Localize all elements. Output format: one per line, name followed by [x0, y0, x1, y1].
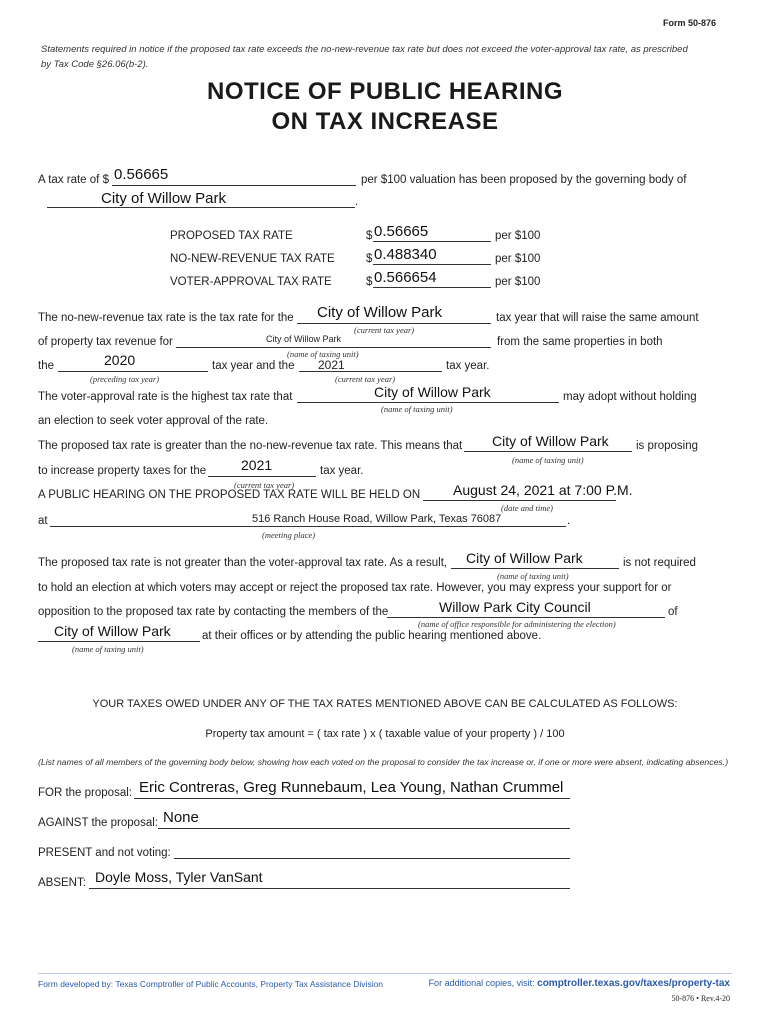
- hearing-end: .: [567, 515, 571, 527]
- votes-against-line: [158, 828, 570, 829]
- rate-label-proposed: PROPOSED TAX RATE: [170, 230, 293, 242]
- statement-line-2: by Tax Code §26.06(b-2).: [41, 59, 149, 70]
- footer-revision: 50-876 • Rev.4-20: [671, 994, 730, 1003]
- votes-for-label: FOR the proposal:: [38, 787, 132, 799]
- p4-text-d: tax year.: [320, 465, 364, 477]
- p3-caption-taxing-unit: (name of taxing unit): [381, 404, 453, 414]
- p5-caption-taxing-unit-2: (name of taxing unit): [72, 644, 144, 654]
- p2-entity-small[interactable]: City of Willow Park: [266, 334, 342, 344]
- p4-year-line: [208, 476, 316, 477]
- p3-text-b: may adopt without holding: [563, 391, 697, 403]
- p1-governing-body[interactable]: City of Willow Park: [101, 190, 227, 207]
- rate-dollar-proposed: $: [366, 230, 373, 242]
- rate-label-voter-approval: VOTER-APPROVAL TAX RATE: [170, 276, 332, 288]
- p5-caption-taxing-unit: (name of taxing unit): [497, 571, 569, 581]
- p4-text-b: is proposing: [636, 440, 699, 452]
- p4-year[interactable]: 2021: [241, 457, 273, 473]
- footer-left: Form developed by: Texas Comptroller of Public Accounts, Property Tax Assistance Division: [38, 979, 384, 989]
- p2-text-a: The no-new-revenue tax rate is the tax rate for the: [38, 312, 294, 324]
- rate-label-no-new-revenue: NO-NEW-REVENUE TAX RATE: [170, 253, 335, 265]
- p1-body-line: [47, 207, 355, 208]
- rate-value-proposed[interactable]: 0.56665: [374, 223, 429, 240]
- p2-entity[interactable]: City of Willow Park: [317, 304, 443, 321]
- p2-entity-small-line: [176, 347, 491, 348]
- p3-text-a: The voter-approval rate is the highest tax rate that: [38, 391, 293, 403]
- p1-rate-line: [112, 185, 356, 186]
- votes-for-line: [134, 798, 570, 799]
- p2-prev-year[interactable]: 2020: [104, 352, 136, 368]
- rate-per-proposed: per $100: [495, 230, 541, 242]
- p5-entity2[interactable]: City of Willow Park: [54, 623, 171, 639]
- p5-text-c: to hold an election at which voters may accept or reject the proposed tax rate. However, you may express your support for or: [38, 582, 672, 594]
- hearing-datetime-line: [423, 500, 616, 501]
- p1-end: .: [355, 196, 359, 208]
- p5-text-e: of: [668, 606, 678, 618]
- calc-heading: YOUR TAXES OWED UNDER ANY OF THE TAX RATES MENTIONED ABOVE CAN BE CALCULATED AS FOLLOWS:: [92, 698, 678, 710]
- rate-line-no-new-revenue: [373, 264, 491, 265]
- p4-caption-current-year: (current tax year): [234, 480, 295, 490]
- p5-text-a: The proposed tax rate is not greater than the voter-approval tax rate. As a result,: [38, 557, 448, 569]
- p5-office[interactable]: Willow Park City Council: [439, 599, 591, 615]
- p1-suffix: per $100 valuation has been proposed by the governing body of: [361, 174, 687, 186]
- p2-text-b: tax year that will raise the same amount: [496, 312, 699, 324]
- votes-present-line: [174, 858, 570, 859]
- p3-text-c: an election to seek voter approval of the rate.: [38, 415, 269, 427]
- p2-text-g: tax year.: [446, 360, 490, 372]
- p2-text-e: the: [38, 360, 54, 372]
- hearing-datetime[interactable]: August 24, 2021 at 7:00 P.M.: [453, 482, 633, 498]
- votes-note: (List names of all members of the governing body below, showing how each voted on the proposal to consider the tax increase or, if one or more were absent, indicating absences.): [38, 757, 729, 767]
- calc-formula: Property tax amount = ( tax rate ) x ( taxable value of your property ) / 100: [205, 728, 565, 740]
- p4-text-c: to increase property taxes for the: [38, 465, 207, 477]
- p2-caption-preceding-year: (preceding tax year): [90, 374, 160, 384]
- p5-office-line: [387, 617, 665, 618]
- form-number: Form 50-876: [662, 18, 716, 28]
- hearing-place[interactable]: 516 Ranch House Road, Willow Park, Texas 76087: [252, 513, 502, 525]
- statement-line-1: Statements required in notice if the proposed tax rate exceeds the no-new-revenue tax rate but does not exceed the voter-approval tax rate, as prescribed: [41, 44, 688, 55]
- p2-prev-year-line: [58, 371, 208, 372]
- p2-caption-current-year-2: (current tax year): [335, 374, 396, 384]
- p1-prefix: A tax rate of $: [38, 174, 109, 186]
- p1-rate-value[interactable]: 0.56665: [114, 166, 169, 183]
- page-title-line-2: ON TAX INCREASE: [271, 108, 499, 135]
- hearing-caption-datetime: (date and time): [501, 503, 553, 513]
- p4-caption-taxing-unit: (name of taxing unit): [512, 455, 584, 465]
- p5-entity-line: [451, 568, 619, 569]
- votes-absent-label: ABSENT:: [38, 877, 86, 889]
- rate-per-voter-approval: per $100: [495, 276, 541, 288]
- rate-line-proposed: [373, 241, 491, 242]
- p2-caption-current-year: (current tax year): [354, 325, 415, 335]
- page-title-line-1: NOTICE OF PUBLIC HEARING: [206, 78, 563, 105]
- p4-entity-line: [464, 451, 632, 452]
- p2-caption-taxing-unit: (name of taxing unit): [287, 349, 359, 359]
- p3-entity-line: [297, 402, 559, 403]
- p2-text-c: of property tax revenue for: [38, 336, 173, 348]
- votes-against-value[interactable]: None: [163, 809, 199, 826]
- rate-value-no-new-revenue[interactable]: 0.488340: [374, 246, 437, 263]
- p4-entity[interactable]: City of Willow Park: [492, 433, 609, 449]
- p5-text-d: opposition to the proposed tax rate by contacting the members of the: [38, 606, 389, 618]
- hearing-caption-place: (meeting place): [262, 530, 316, 540]
- votes-for-value[interactable]: Eric Contreras, Greg Runnebaum, Lea Young, Nathan Crummel: [139, 779, 564, 796]
- p5-text-f: at their offices or by attending the public hearing mentioned above.: [202, 630, 542, 642]
- footer-right: [429, 978, 730, 989]
- votes-present-label: PRESENT and not voting:: [38, 847, 171, 859]
- p2-text-d: from the same properties in both: [497, 336, 663, 348]
- p4-text-a: The proposed tax rate is greater than the no-new-revenue tax rate. This means that: [38, 440, 463, 452]
- hearing-at: at: [38, 515, 48, 527]
- footer-right-prefix: For additional copies, visit:: [428, 978, 535, 988]
- p2-entity-line: [297, 323, 491, 324]
- rate-value-voter-approval[interactable]: 0.566654: [374, 269, 437, 286]
- p2-text-f: tax year and the: [212, 360, 295, 372]
- p5-entity[interactable]: City of Willow Park: [466, 550, 583, 566]
- p5-entity2-line: [38, 641, 200, 642]
- p5-caption-office: (name of office responsible for administering the election): [418, 619, 616, 629]
- rate-line-voter-approval: [373, 287, 491, 288]
- votes-absent-line: [89, 888, 570, 889]
- rate-per-no-new-revenue: per $100: [495, 253, 541, 265]
- p3-entity[interactable]: City of Willow Park: [374, 384, 491, 400]
- p2-cur-year[interactable]: 2021: [318, 358, 345, 372]
- rate-dollar-no-new-revenue: $: [366, 253, 373, 265]
- p5-text-b: is not required: [623, 557, 696, 569]
- footer-link[interactable]: comptroller.texas.gov/taxes/property-tax: [537, 978, 730, 989]
- rate-dollar-voter-approval: $: [366, 276, 373, 288]
- votes-against-label: AGAINST the proposal:: [38, 817, 158, 829]
- footer-divider: [38, 973, 732, 974]
- hearing-label: A PUBLIC HEARING ON THE PROPOSED TAX RATE WILL BE HELD ON: [38, 489, 421, 501]
- votes-absent-value[interactable]: Doyle Moss, Tyler VanSant: [95, 869, 263, 885]
- hearing-place-line: [50, 526, 566, 527]
